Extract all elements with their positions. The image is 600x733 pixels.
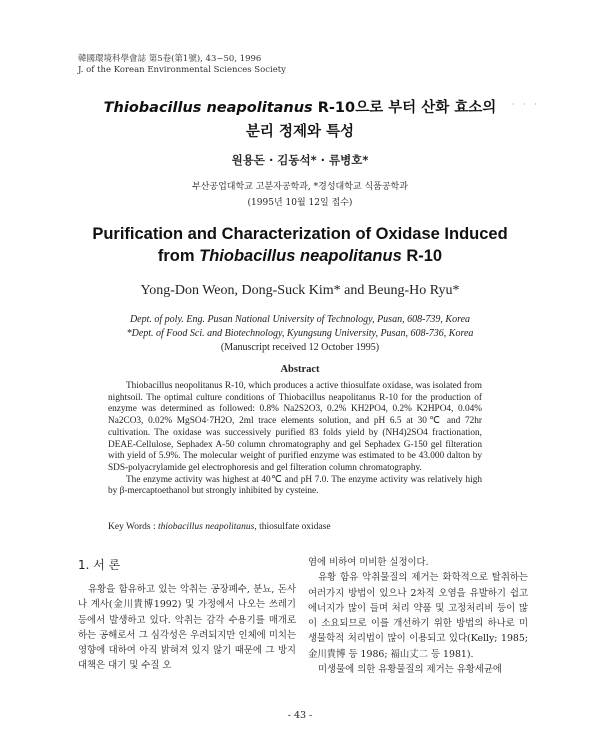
korean-received-date: (1995년 10월 12일 접수) <box>247 198 353 208</box>
right-column <box>308 555 528 677</box>
abstract-paragraph-1: Thiobacillus neopolitanus R-10, which produces a active thiosulfate oxidase, was isolated from nightsoil. The optimal culture conditions of Thiobacillus neapolitanus R-10 for the production of enzyme was determined as followed: 0.8% Na2S2O3, 0.2% KH2PO4, 0.2% K2HPO4, 0.04% Na2CO3, 0.02% MgSO4·7H2O, 2ml trace elements solution, and pH 6.5 at 30℃ and 72hr cultivation. The oxidase was successively purified 83 folds yield by (NH4)2SO4 fractionation, DEAE-Cellulose, Sephadex A-50 column chromatography and gel Sephadex G-150 gel filteration with yield of 5.9%. The molecular weight of purified enzyme was estimated to be 43.000 dalton by SDS-polyacrylamide gel electrophoresis and gel filteration column chromatography. <box>108 381 482 473</box>
abstract-body <box>108 381 482 498</box>
section-heading-introduction: 1. 서 론 <box>78 558 121 572</box>
left-column <box>78 582 296 674</box>
keywords-label: Key Words : <box>108 522 158 532</box>
english-affiliation-2: *Dept. of Food Sci. and Biotechnology, Kyungsung University, Pusan, 608-736, Korea <box>126 328 474 339</box>
journal-header <box>78 54 286 76</box>
abstract-paragraph-2: The enzyme activity was highest at 40℃ and pH 7.0. The enzyme activity was relatively high by β-mercaptoethanol but strongly inhibited by cysteine. <box>108 474 482 497</box>
page-number: - 43 - <box>287 710 313 721</box>
english-title-line1: Purification and Characterization of Oxidase Induced <box>92 225 508 243</box>
abstract-heading: Abstract <box>280 364 320 375</box>
english-title-line2 <box>0 247 600 266</box>
english-affiliation-1: Dept. of poly. Eng. Pusan National University of Technology, Pusan, 608-739, Korea <box>129 314 471 325</box>
korean-title-organism: Thiobacillus neapolitanus <box>103 100 313 116</box>
korean-affiliation: 부산공업대학교 고분자공학과, *경성대학교 식품공학과 <box>192 182 408 192</box>
english-authors: Yong-Don Weon, Dong-Suck Kim* and Beung-Ho Ryu* <box>140 283 460 298</box>
korean-title-rest: R-10으로 부터 산화 효소의 <box>312 100 497 116</box>
keywords-rest: , thiosulfate oxidase <box>254 522 331 532</box>
korean-authors: 원용돈 · 김동석* · 류병호* <box>231 153 369 167</box>
keywords <box>108 522 331 532</box>
scan-artifact: · · · <box>512 100 540 109</box>
english-received-date: (Manuscript received 12 October 1995) <box>220 342 380 353</box>
intro-paragraph-2: 유황 함유 악취물질의 제거는 화학적으로 탈취하는 여러가지 방법이 있으나 2차적 오염을 유발하기 쉽고 에너지가 많이 들며 처리 약품 및 고정처리비 등이 많이 소요되므로 이를 개선하기 위한 방법의 하나로 미생물학적 처리법이 많이 이용되고 있다(Kelly; 1985; 金川貴博 등 1986; 福山丈二 등 1981). <box>308 572 528 660</box>
english-title-end: R-10 <box>401 247 443 265</box>
intro-continuation: 염에 비하여 미비한 실정이다. <box>308 557 429 568</box>
keywords-organism: thiobacillus neapolitanus <box>158 522 255 532</box>
intro-paragraph-1: 유황을 함유하고 있는 악취는 공장폐수, 분뇨, 돈사나 계사(金川貴博1992) 및 가정에서 나오는 쓰레기 등에서 발생하고 있다. 악취는 감각 수용기를 매개로 하는 공해로서 그 심각성은 우려되지만 인체에 미치는 영향에 대하여 아직 밝혀져 있지 않기 때문에 그 방지 대책은 대기 및 수질 오 <box>78 584 296 672</box>
intro-paragraph-3: 미생물에 의한 유황물질의 제거는 유황세균에 <box>318 664 502 676</box>
english-title-organism: Thiobacillus neapolitanus <box>199 247 402 265</box>
korean-title-line2: 분리 정제와 특성 <box>245 124 355 140</box>
korean-title-line1 <box>0 96 600 117</box>
english-title-from: from <box>157 247 200 265</box>
journal-citation-english: J. of the Korean Environmental Sciences Society <box>78 65 286 75</box>
journal-citation-korean: 韓國環境科學會誌 第5卷(第1號), 43~50, 1996 <box>78 54 262 64</box>
